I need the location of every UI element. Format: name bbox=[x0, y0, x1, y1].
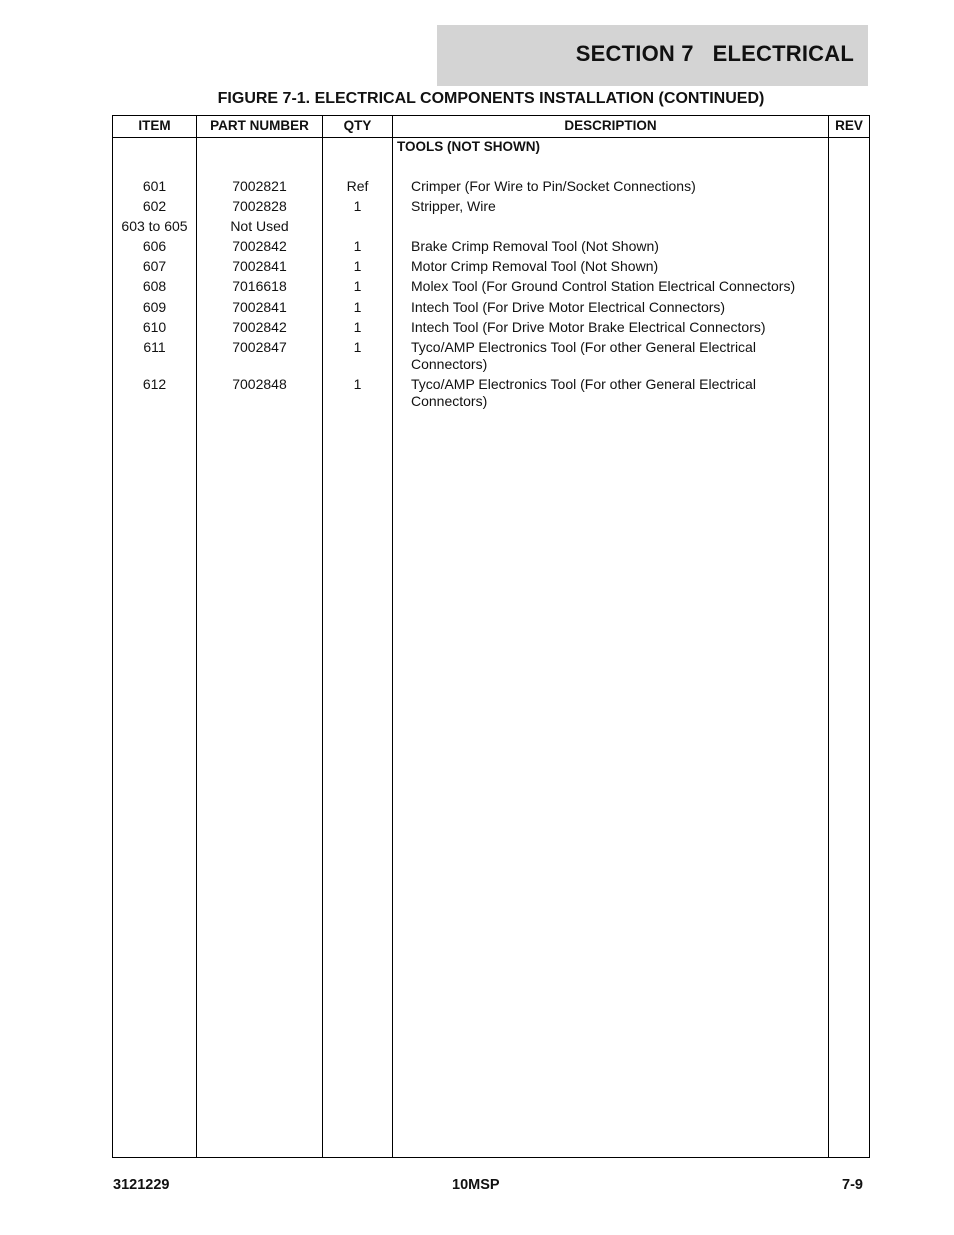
model-name: 10MSP bbox=[452, 1177, 500, 1193]
quantity: 1 bbox=[353, 258, 362, 274]
description: Motor Crimp Removal Tool (Not Shown) bbox=[411, 258, 659, 274]
part-number: 7002841 bbox=[232, 258, 287, 274]
quantity: 1 bbox=[353, 339, 362, 355]
column-header-rev: REV bbox=[835, 118, 863, 133]
document-number: 3121229 bbox=[113, 1177, 170, 1193]
item-number: 602 bbox=[142, 198, 167, 214]
description: Stripper, Wire bbox=[411, 198, 496, 214]
column-header-part-number: PART NUMBER bbox=[210, 118, 309, 133]
description: Brake Crimp Removal Tool (Not Shown) bbox=[411, 238, 659, 254]
quantity: 1 bbox=[353, 299, 362, 315]
column-header-description: DESCRIPTION bbox=[564, 118, 657, 133]
figure-title: FIGURE 7-1. ELECTRICAL COMPONENTS INSTALLATION (CONTINUED) bbox=[217, 90, 765, 107]
column-divider bbox=[828, 116, 829, 1157]
part-number: 7002848 bbox=[232, 376, 287, 392]
column-divider bbox=[392, 116, 393, 1157]
item-number: 606 bbox=[142, 238, 167, 254]
description: Crimper (For Wire to Pin/Socket Connections) bbox=[411, 178, 696, 194]
item-number: 601 bbox=[142, 178, 167, 194]
parts-table bbox=[112, 115, 870, 1158]
quantity: 1 bbox=[353, 376, 362, 392]
part-number: 7002842 bbox=[232, 319, 287, 335]
description: Intech Tool (For Drive Motor Brake Electrical Connectors) bbox=[411, 319, 766, 335]
item-number: 609 bbox=[142, 299, 167, 315]
quantity: 1 bbox=[353, 238, 362, 254]
description: Molex Tool (For Ground Control Station Electrical Connectors) bbox=[411, 278, 796, 294]
item-number: 610 bbox=[142, 319, 167, 335]
column-header-qty: QTY bbox=[343, 118, 372, 133]
item-number: 612 bbox=[142, 376, 167, 392]
item-number: 608 bbox=[142, 278, 167, 294]
description: Intech Tool (For Drive Motor Electrical Connectors) bbox=[411, 299, 726, 315]
group-title: TOOLS (NOT SHOWN) bbox=[397, 139, 540, 154]
part-number: 7002821 bbox=[232, 178, 287, 194]
item-number: 607 bbox=[142, 258, 167, 274]
part-number: 7002842 bbox=[232, 238, 287, 254]
column-header-item: ITEM bbox=[138, 118, 171, 133]
page-number: 7-9 bbox=[842, 1177, 863, 1193]
quantity: 1 bbox=[353, 319, 362, 335]
description: Tyco/AMP Electronics Tool (For other General Electrical Connectors) bbox=[411, 339, 756, 372]
header-divider bbox=[113, 137, 869, 138]
quantity: Ref bbox=[346, 178, 369, 194]
quantity: 1 bbox=[353, 278, 362, 294]
item-number: 611 bbox=[143, 339, 166, 355]
part-number: Not Used bbox=[230, 218, 289, 234]
item-number: 603 to 605 bbox=[121, 218, 188, 234]
part-number: 7002828 bbox=[232, 198, 287, 214]
section-title: SECTION 7 ELECTRICAL bbox=[575, 41, 854, 66]
description: Tyco/AMP Electronics Tool (For other General Electrical Connectors) bbox=[411, 376, 756, 409]
part-number: 7002841 bbox=[232, 299, 287, 315]
section-banner bbox=[437, 25, 868, 86]
quantity: 1 bbox=[353, 198, 362, 214]
part-number: 7016618 bbox=[232, 278, 287, 294]
part-number: 7002847 bbox=[232, 339, 287, 355]
